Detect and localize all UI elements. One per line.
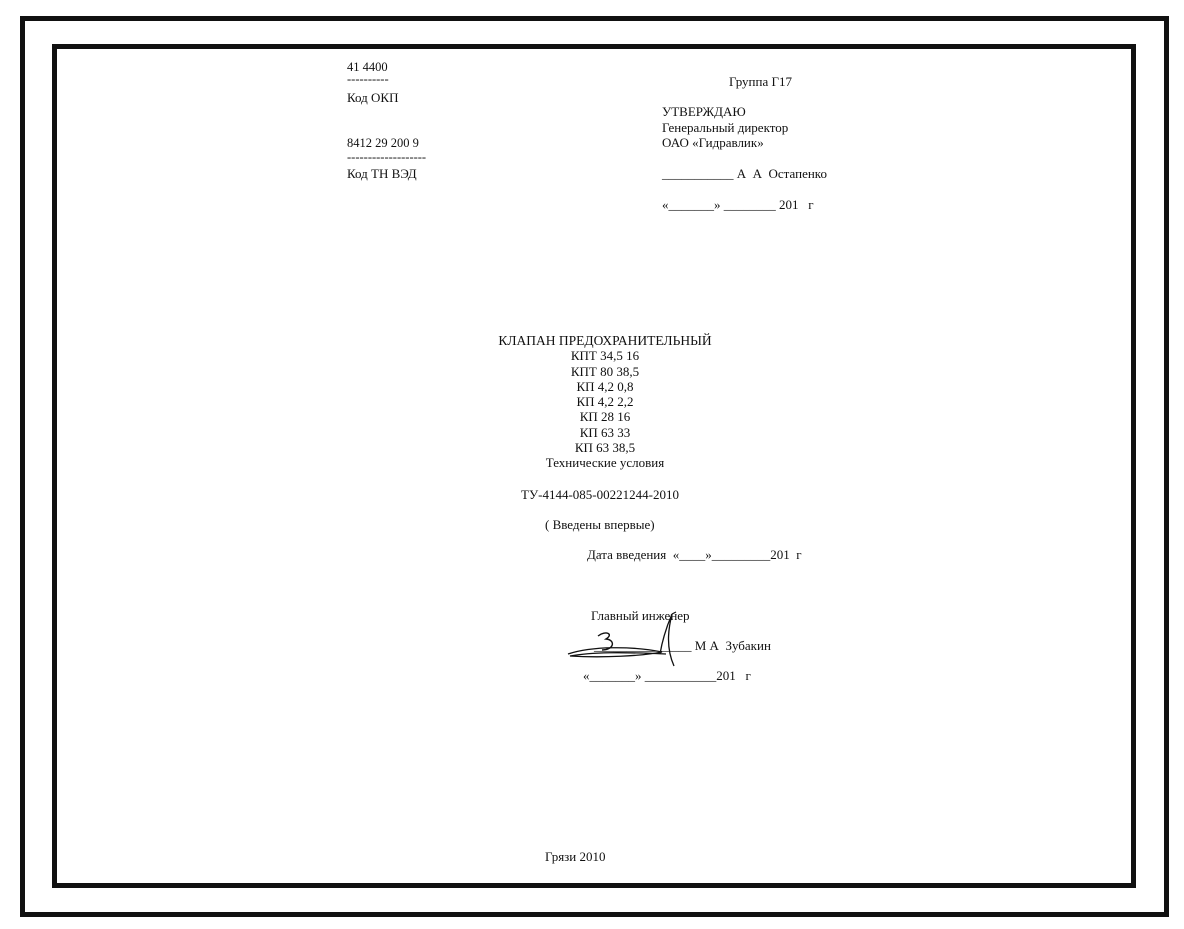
document-subtitle: Технические условия xyxy=(545,455,665,471)
model-item: КП 63 33 xyxy=(579,424,631,440)
title-block xyxy=(440,333,770,471)
place-year: Грязи 2010 xyxy=(545,849,606,864)
handwritten-signature xyxy=(562,606,692,672)
product-name: КЛАПАН ПРЕДОХРАНИТЕЛЬНЫЙ xyxy=(498,333,712,348)
group-label: Группа Г17 xyxy=(729,74,792,89)
okp-label: Код ОКП xyxy=(347,90,399,105)
approve-heading: УТВЕРЖДАЮ xyxy=(662,104,746,119)
model-item: КП 28 16 xyxy=(579,409,631,425)
model-item: КПТ 80 38,5 xyxy=(570,363,640,379)
director-date-line: «_______» ________ 201 г xyxy=(662,197,814,212)
model-item: КПТ 34,5 16 xyxy=(570,348,640,364)
tnved-dashes: ------------------- xyxy=(347,150,427,164)
model-item: КП 63 38,5 xyxy=(574,440,636,456)
introduced-note: ( Введены впервые) xyxy=(545,517,655,532)
chief-engineer-title: Главный инженер xyxy=(591,608,690,623)
chief-engineer-signature-line: _______________ М А Зубакин xyxy=(594,638,771,653)
intro-date-line: Дата введения «____»_________201 г xyxy=(587,547,802,562)
okp-code: 41 4400 xyxy=(347,60,388,74)
okp-dashes: ---------- xyxy=(347,72,389,86)
tnved-code: 8412 29 200 9 xyxy=(347,136,419,150)
tu-number: ТУ-4144-085-00221244-2010 xyxy=(521,487,679,502)
company-name: ОАО «Гидравлик» xyxy=(662,135,764,150)
director-position: Генеральный директор xyxy=(662,120,789,135)
model-item: КП 4,2 0,8 xyxy=(576,378,634,394)
director-signature-line: ___________ А А Остапенко xyxy=(662,166,827,181)
model-item: КП 4,2 2,2 xyxy=(576,394,634,410)
chief-engineer-date-line: «_______» ___________201 г xyxy=(583,668,751,683)
tnved-label: Код ТН ВЭД xyxy=(347,166,417,181)
